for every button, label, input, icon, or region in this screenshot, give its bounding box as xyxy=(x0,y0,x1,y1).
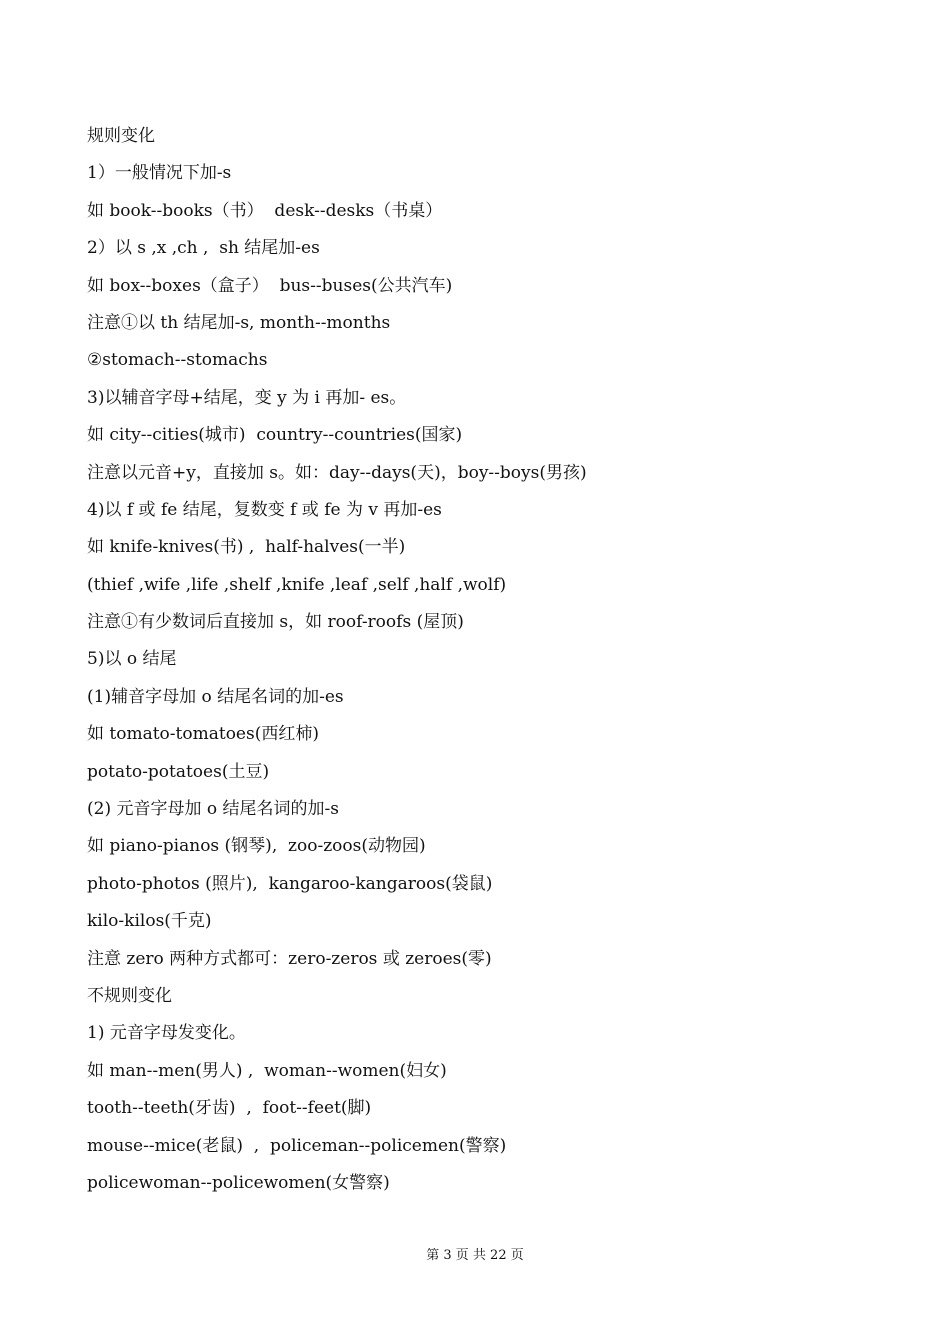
text-line: tooth--teeth(牙齿) , foot--feet(脚) xyxy=(87,1098,372,1119)
text-line: 如 city--cities(城市) country--countries(国家) xyxy=(87,425,463,446)
text-line: 4)以 f 或 fe 结尾，复数变 f 或 fe 为 v 再加-es xyxy=(87,499,442,520)
document-body xyxy=(87,118,887,1202)
text-line: (2) 元音字母加 o 结尾名词的加-s xyxy=(87,799,339,820)
text-line: (1)辅音字母加 o 结尾名词的加-es xyxy=(87,686,344,707)
section-heading-irregular: 不规则变化 xyxy=(87,985,172,1006)
text-line: photo-photos (照片), kangaroo-kangaroos(袋鼠) xyxy=(87,873,493,894)
text-line: 如 box--boxes（盒子） bus--buses(公共汽车) xyxy=(87,275,453,296)
section-heading-regular: 规则变化 xyxy=(87,126,155,146)
text-line: 如 piano-pianos (钢琴), zoo-zoos(动物园) xyxy=(87,836,426,857)
text-line: 注意以元音+y，直接加 s。如：day--days(天)，boy--boys(男孩) xyxy=(87,462,587,483)
text-line: potato-potatoes(土豆) xyxy=(87,761,270,782)
text-line: 如 knife-knives(书) , half-halves(一半) xyxy=(87,537,406,558)
text-line: 如 man--men(男人) , woman--women(妇女) xyxy=(87,1060,447,1081)
text-line: 1）一般情况下加-s xyxy=(87,163,232,184)
page-number-footer: 第 3 页 共 22 页 xyxy=(426,1248,524,1263)
text-line: kilo-kilos(千克) xyxy=(87,911,212,932)
text-line: 1) 元音字母发变化。 xyxy=(87,1023,246,1044)
text-line: policewoman--policewomen(女警察) xyxy=(87,1172,390,1193)
text-line: 注意 zero 两种方式都可：zero-zeros 或 zeroes(零) xyxy=(87,948,492,969)
text-line: mouse--mice(老鼠) , policeman--policemen(警察) xyxy=(87,1135,507,1156)
text-line: ②stomach--stomachs xyxy=(87,350,268,371)
text-line: 如 tomato-tomatoes(西红柿) xyxy=(87,724,319,745)
text-line: 3)以辅音字母+结尾，变 y 为 i 再加- es。 xyxy=(87,387,407,408)
text-line: 5)以 o 结尾 xyxy=(87,649,177,670)
text-line: 注意①以 th 结尾加-s, month--months xyxy=(87,312,391,333)
text-line: (thief ,wife ,life ,shelf ,knife ,leaf ,self ,half ,wolf) xyxy=(87,574,507,595)
text-line: 如 book--books（书） desk--desks（书桌） xyxy=(87,200,443,221)
text-line: 2）以 s ,x ,ch , sh 结尾加-es xyxy=(87,238,320,259)
text-line: 注意①有少数词后直接加 s，如 roof-roofs (屋顶) xyxy=(87,612,464,633)
